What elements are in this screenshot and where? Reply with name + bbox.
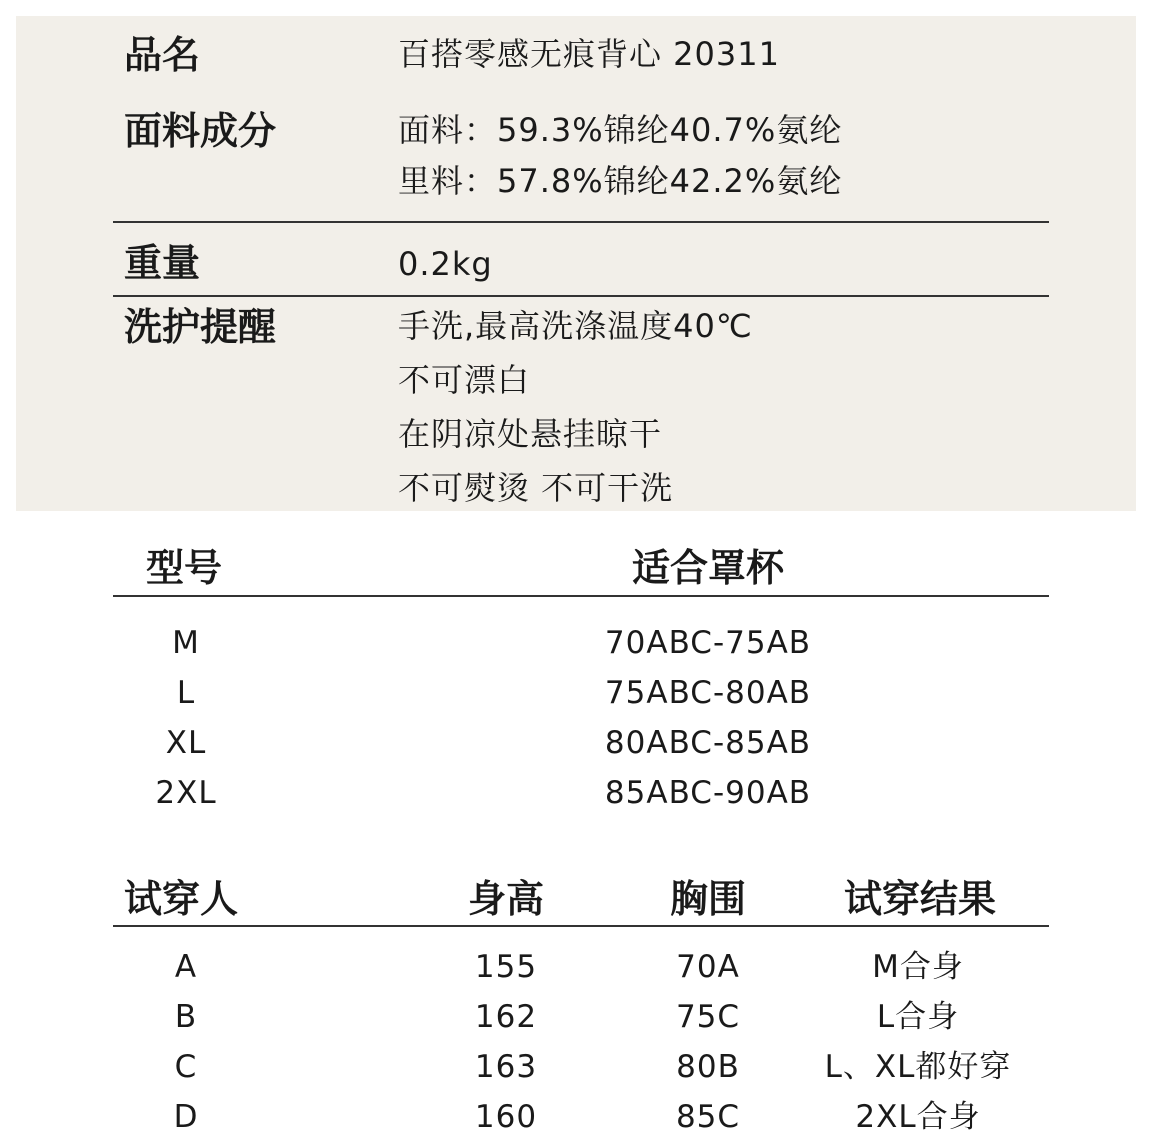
table-cell: 2XL合身 bbox=[855, 1099, 981, 1135]
table-cell: XL bbox=[165, 725, 207, 761]
divider bbox=[113, 595, 1049, 597]
table-cell: D bbox=[173, 1099, 199, 1135]
weight-value: 0.2kg bbox=[398, 245, 493, 283]
table-cell: 80ABC-85AB bbox=[604, 725, 812, 761]
table-cell: 85C bbox=[675, 1099, 741, 1135]
table-cell: 162 bbox=[474, 999, 538, 1035]
table-cell: C bbox=[174, 1049, 198, 1085]
trial-table-header: 胸围 bbox=[669, 877, 747, 921]
table-cell: 70A bbox=[676, 949, 740, 985]
table-cell: 70ABC-75AB bbox=[604, 625, 812, 661]
care-line: 不可熨烫 不可干洗 bbox=[398, 469, 674, 507]
trial-table-header: 试穿人 bbox=[124, 877, 239, 921]
trial-table-header: 试穿结果 bbox=[843, 877, 997, 921]
trial-table-header: 身高 bbox=[467, 877, 545, 921]
table-cell: L bbox=[176, 675, 196, 711]
product-name-value: 百搭零感无痕背心 20311 bbox=[398, 35, 780, 73]
table-cell: 155 bbox=[474, 949, 538, 985]
table-cell: L、XL都好穿 bbox=[824, 1049, 1012, 1085]
table-cell: A bbox=[174, 949, 198, 985]
divider bbox=[113, 295, 1049, 297]
table-cell: 75ABC-80AB bbox=[604, 675, 812, 711]
divider bbox=[113, 221, 1049, 223]
fabric-lining-value: 里料：57.8%锦纶42.2%氨纶 bbox=[398, 162, 843, 200]
care-line: 手洗,最高洗涤温度40℃ bbox=[398, 307, 753, 345]
fabric-label: 面料成分 bbox=[124, 109, 277, 153]
fabric-outer-value: 面料：59.3%锦纶40.7%氨纶 bbox=[398, 111, 843, 149]
care-line: 不可漂白 bbox=[398, 361, 531, 399]
table-cell: M合身 bbox=[872, 949, 964, 985]
size-table-header: 适合罩杯 bbox=[631, 546, 785, 590]
care-label: 洗护提醒 bbox=[124, 305, 277, 349]
table-cell: 75C bbox=[675, 999, 741, 1035]
divider bbox=[113, 925, 1049, 927]
table-cell: 2XL bbox=[155, 775, 217, 811]
table-cell: L合身 bbox=[876, 999, 960, 1035]
product-name-label: 品名 bbox=[124, 33, 201, 77]
table-cell: M bbox=[172, 625, 200, 661]
table-cell: B bbox=[174, 999, 198, 1035]
weight-label: 重量 bbox=[124, 241, 201, 285]
table-cell: 80B bbox=[676, 1049, 740, 1085]
size-table-header: 型号 bbox=[146, 546, 223, 590]
table-cell: 85ABC-90AB bbox=[604, 775, 812, 811]
table-cell: 160 bbox=[474, 1099, 538, 1135]
table-cell: 163 bbox=[474, 1049, 538, 1085]
care-line: 在阴凉处悬挂晾干 bbox=[398, 415, 663, 453]
